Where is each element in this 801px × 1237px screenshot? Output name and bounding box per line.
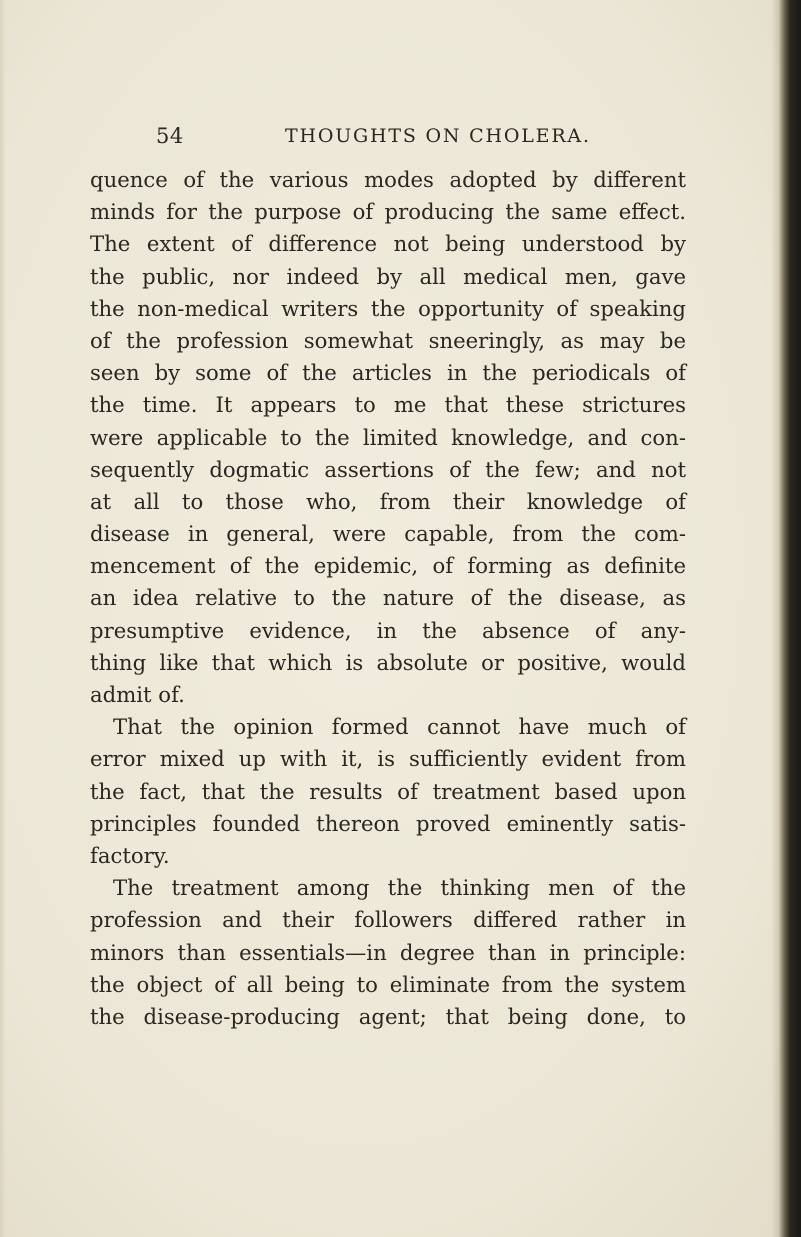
page-number: 54	[156, 124, 184, 148]
text-line: of the profession somewhat sneeringly, as may be	[90, 327, 686, 353]
text-line: The extent of difference not being understood by	[90, 231, 686, 257]
text-line: the non-medical writers the opportunity of speaking	[90, 295, 686, 321]
text-line: the disease-producing agent; that being done, to	[90, 1003, 686, 1029]
text-line: the object of all being to eliminate from the system	[90, 971, 686, 997]
book-spine	[779, 0, 801, 1237]
paragraph-first-line: The treatment among the thinking men of the	[113, 875, 686, 901]
binding-shadow	[771, 0, 779, 1237]
running-head: THOUGHTS ON CHOLERA.	[285, 125, 591, 147]
text-line: at all to those who, from their knowledge of	[90, 488, 686, 514]
text-line: the time. It appears to me that these strictures	[90, 392, 686, 418]
text-line: admit of.	[90, 682, 185, 707]
text-line: thing like that which is absolute or positive, would	[90, 649, 686, 675]
text-line: principles founded thereon proved eminently satis-	[90, 810, 686, 836]
text-line: minds for the purpose of producing the same effect.	[90, 199, 686, 225]
text-line: quence of the various modes adopted by different	[90, 167, 686, 192]
page-left-edge	[0, 0, 6, 1237]
text-line: disease in general, were capable, from the com-	[90, 521, 686, 547]
text-line: were applicable to the limited knowledge, and con-	[90, 424, 686, 450]
text-line: error mixed up with it, is sufficiently evident from	[90, 746, 686, 772]
paragraph-first-line: That the opinion formed cannot have much of	[113, 714, 686, 740]
text-line: mencement of the epidemic, of forming as definite	[90, 553, 686, 579]
text-line: sequently dogmatic assertions of the few; and not	[90, 456, 686, 482]
text-line: factory.	[90, 842, 170, 868]
text-line: the public, nor indeed by all medical men, gave	[90, 263, 686, 289]
body-text	[90, 164, 686, 1033]
text-line: seen by some of the articles in the periodicals of	[90, 360, 686, 386]
text-line: presumptive evidence, in the absence of any-	[90, 617, 686, 643]
text-line: minors than essentials—in degree than in principle:	[90, 939, 686, 965]
text-line: the fact, that the results of treatment based upon	[90, 778, 686, 804]
text-line: an idea relative to the nature of the disease, as	[90, 585, 686, 611]
page-header	[156, 124, 676, 156]
text-line: profession and their followers differed rather in	[90, 907, 686, 933]
